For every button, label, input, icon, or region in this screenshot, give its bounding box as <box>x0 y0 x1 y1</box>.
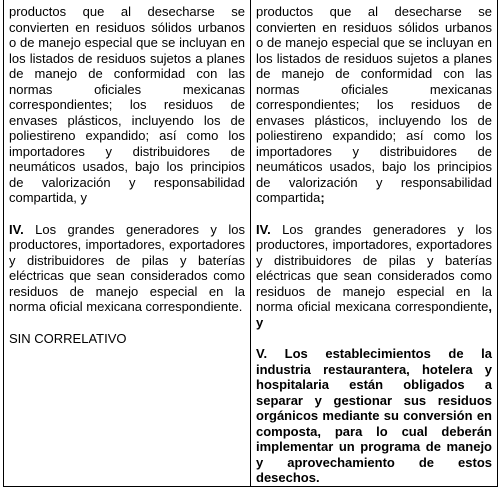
left-no-correlative <box>9 331 245 347</box>
left-item-iv-numeral: IV. <box>9 221 24 237</box>
right-item-iv-numeral: IV. <box>256 221 271 237</box>
comparison-table <box>3 0 498 487</box>
right-column-cell <box>251 0 498 486</box>
left-continuation-text: productos que al desecharse se convierten en residuos sólidos urbanos o de manejo especial que se incluyan en los listados de residuos sujetos a planes de manejo de conformidad con las normas oficiales mexicanas correspondientes; los residuos de envases plásticos, incluyendo los de poliestireno expandido; así como los importadores y distribuidores de neumáticos usados, bajo los principios de valorización y responsabilidad compartida, y <box>9 4 245 205</box>
left-column-cell <box>4 0 251 486</box>
left-item-iv-paragraph <box>9 222 245 315</box>
left-item-iv-text: Los grandes generadores y los productores, importadores, exportadores y distribuidores de pilas y baterías eléctricas que sean considerados como residuos de manejo especial en la norma oficial mexicana correspondiente. <box>9 221 245 314</box>
right-item-iv-text: Los grandes generadores y los productores, importadores, exportadores y distribuidores de pilas y baterías eléctricas que sean considerados como residuos de manejo especial en la norma oficial mexicana correspondiente <box>256 221 492 314</box>
right-item-v-text: V. Los establecimientos de la industria restaurantera, hotelera y hospitalaria están obligados a separar y gestionar sus residuos orgánicos mediante su conversión en composta, para lo cual deberán implementar un programa de manejo y aprovechamiento de estos desechos. <box>256 346 492 485</box>
table-row <box>4 0 498 486</box>
right-continuation-paragraph <box>256 4 492 206</box>
right-continuation-end-bold: ; <box>320 190 325 205</box>
right-item-v-paragraph <box>256 346 492 486</box>
no-correlative-text: SIN CORRELATIVO <box>9 330 127 346</box>
right-item-iv-end-bold: , y <box>256 299 492 330</box>
right-continuation-text: productos que al desecharse se convierten en residuos sólidos urbanos o de manejo especial que se incluyan en los listados de residuos sujetos a planes de manejo de conformidad con las normas oficiales mexicanas correspondientes; los residuos de envases plásticos, incluyendo los de poliestireno expandido; así como los importadores y distribuidores de neumáticos usados, bajo los principios de valorización y responsabilidad compartida <box>256 4 492 205</box>
left-continuation-paragraph <box>9 4 245 206</box>
right-item-iv-paragraph <box>256 222 492 331</box>
